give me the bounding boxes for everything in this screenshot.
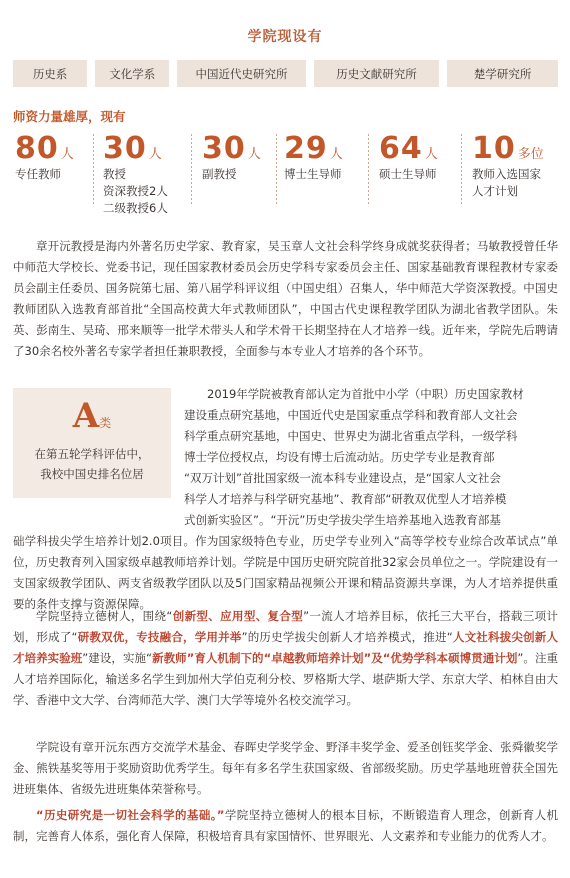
stat-unit: 多位: [517, 147, 544, 162]
faculty-stats: [13, 132, 563, 222]
section-title: 学院现设有: [247, 29, 323, 45]
scholarship-paragraph: 学院设有章开沅东西方交流学术基金、春晖史学奖学金、野泽丰奖学金、爱圣创钰奖学金、张舜徽奖学金、熊铁基奖等用于奖励资助优秀学生。每年有多名学生获国家级、省部级奖励。历史学基地班曾获全国先进班集体、省级先进班集体荣誉称号。: [13, 740, 558, 796]
talent-paragraph: [13, 606, 558, 711]
stat-divider: [461, 134, 462, 206]
stat-number: 10: [472, 131, 516, 166]
stat-label: 二级教授6人: [103, 201, 168, 215]
base-line: 建设重点研究基地，中国近代史是国家重点学科和教育部人文社会: [184, 408, 518, 422]
stat-number: 80: [15, 131, 59, 166]
stat-unit: 人: [60, 147, 74, 162]
evaluation-grade-unit: 类: [99, 416, 112, 430]
closing-text: 学院坚持立德树人的根本目标，不断锻造育人理念，创新育人机制，完善育人体系，强化育人保障，积极培育具有家国情怀、世界眼光、人文素养和专业能力的优秀人才。: [13, 808, 558, 843]
stat-number: 30: [202, 131, 246, 166]
stat-unit: 人: [247, 147, 261, 162]
talent-highlight: 人文社科拔尖创新人才培养实验班: [13, 630, 558, 665]
stat-label: 教授: [103, 167, 126, 181]
stat-master-supervisors: [379, 132, 438, 183]
base-paragraph-rest: 础学科拔尖学生培养计划2.0项目。作为国家级特色专业，历史学专业列入“高等学校专业综合改革试点”单位，历史教育列入国家级卓越教师培养计划。学院是中国历史研究院首批32家会员单位之一。学院建设有一支国家级教学团队、两支省级教学团队以及5门国家精品视频公开课和精品资源共享课，为人才培养提供重要的条件支撑与资源保障。: [13, 534, 558, 611]
stat-unit: 人: [148, 147, 162, 162]
base-line: 2019年学院被教育部认定为首批中小学（中职）历史国家教材: [207, 387, 524, 401]
stat-number: 64: [379, 131, 423, 166]
stat-doctoral-supervisors: [284, 132, 343, 183]
stat-label: 硕士生导师: [379, 167, 437, 181]
stat-national-talent: [472, 132, 544, 200]
department-historical-documents-institute: 历史文献研究所: [314, 60, 440, 87]
stat-divider: [368, 134, 369, 206]
evaluation-text-line: 在第五轮学科评估中，: [34, 447, 150, 461]
base-line: 科学重点研究基地，中国史、世界史为湖北省重点学科，一级学科: [184, 429, 518, 443]
evaluation-text-line: 我校中国史排名位居: [40, 467, 144, 481]
stat-label: 副教授: [202, 167, 237, 181]
stat-number: 30: [103, 131, 147, 166]
faculty-heading: 师资力量雄厚，现有: [13, 109, 126, 124]
stat-unit: 人: [424, 147, 438, 162]
department-history: 历史系: [13, 60, 87, 87]
stat-divider: [276, 134, 277, 206]
stat-professors: [103, 132, 168, 217]
talent-highlight: 新教师”育人机制下的“卓越教师培养计划”及“优势学科本硕博贯通计划: [152, 651, 518, 665]
closing-paragraph: [13, 805, 558, 847]
base-line: 式创新实验区”。“开沅”历史学拔尖学生培养基地入选教育部基: [184, 513, 501, 527]
intro-paragraph: 章开沅教授是海内外著名历史学家、教育家，吴玉章人文社会科学终身成就奖获得者；马敏教授曾任华中师范大学校长、党委书记，现任国家教材委员会历史学科专家委员会主任、国家基础教育课程教材专家委员会副主任委员、国务院第七届、第八届学科评议组（中国史组）召集人，华中师范大学资深教授。中国史教师团队入选教育部首批“全国高校黄大年式教师团队”，中国古代史课程教学团队为湖北省教学团队。朱英、彭南生、吴琦、邢来顺等一批学术带头人和学术骨干长期坚持在人才培养一线。近年来，学院先后聘请了30余名校外著名专家学者担任兼职教授，全面参与本专业人才培养的各个环节。: [13, 239, 558, 358]
stat-label: 人才计划: [472, 184, 518, 198]
talent-text: ”建设，实施“: [82, 651, 153, 665]
stat-associate-professors: [202, 132, 261, 183]
stat-fulltime-teachers: [15, 132, 74, 183]
talent-highlight: 创新型、应用型、复合型: [172, 609, 304, 623]
base-paragraph-float: [184, 384, 558, 531]
base-line: 科学人才培养与科学研究基地”、教育部“研教双优型人才培养模: [184, 492, 507, 506]
evaluation-box: [13, 388, 171, 498]
talent-highlight: 研教双优，专技融合，学用并举: [77, 630, 242, 644]
stat-label: 博士生导师: [284, 167, 342, 181]
department-modern-history-institute: 中国近代史研究所: [177, 60, 306, 87]
stat-divider: [191, 134, 192, 206]
stat-unit: 人: [329, 147, 343, 162]
base-line: 博士学位授权点，均设有博士后流动站。历史学专业是教育部: [184, 450, 495, 464]
talent-text: ”。注重人才培养国际化，输送多名学生到加州大学伯克利分校、罗格斯大学、堪萨斯大学、东京大学、柏林自由大学、香港中文大学、台湾师范大学、澳门大学等境外名校交流学习。: [13, 651, 559, 707]
talent-text: ”一流人才培养目标，依托三大平台，搭载三项计划，形成了“: [13, 609, 558, 644]
stat-label: 教师入选国家: [472, 167, 541, 181]
stat-number: 29: [284, 131, 328, 166]
talent-text: 学院坚持立德树人，围绕“: [36, 609, 173, 623]
stat-label: 专任教师: [15, 167, 61, 181]
evaluation-grade: A: [72, 396, 100, 436]
department-culture: 文化学系: [95, 60, 169, 87]
stat-label: 资深教授2人: [103, 184, 168, 198]
stat-divider: [93, 134, 94, 206]
department-chu-studies-institute: 楚学研究所: [447, 60, 558, 87]
base-line: “双万计划”首批国家级一流本科专业建设点，是“国家人文社会: [184, 471, 501, 485]
talent-text: ”的历史学拔尖创新人才培养模式，推进“: [241, 630, 453, 644]
closing-quote: “历史研究是一切社会科学的基础。”: [36, 808, 225, 822]
department-list: [13, 60, 558, 87]
